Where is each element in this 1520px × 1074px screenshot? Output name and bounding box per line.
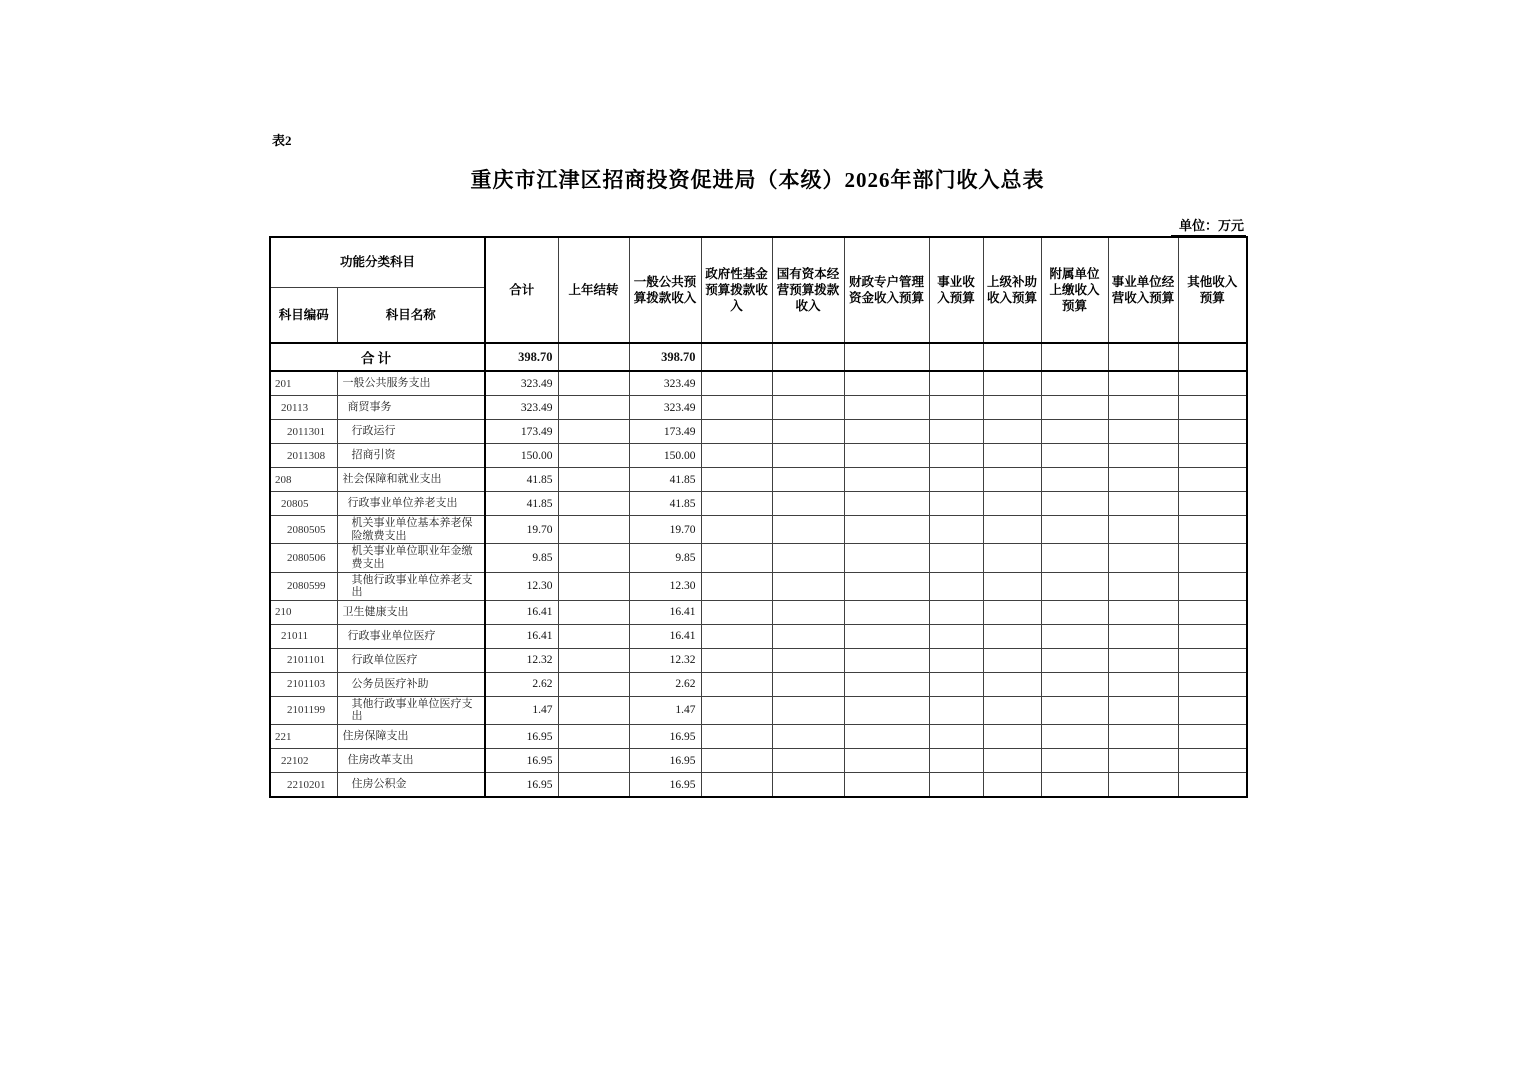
value-cell xyxy=(929,572,983,600)
value-cell xyxy=(701,516,772,544)
value-cell xyxy=(983,544,1041,572)
header-col-carryover: 上年结转 xyxy=(558,237,629,343)
subject-code: 2011301 xyxy=(270,420,337,444)
subject-code: 20805 xyxy=(270,492,337,516)
total-row xyxy=(270,343,1247,371)
value-cell xyxy=(558,396,629,420)
subject-name: 行政单位医疗 xyxy=(337,648,485,672)
value-cell xyxy=(844,749,929,773)
value-cell: 41.85 xyxy=(485,492,558,516)
value-cell xyxy=(1178,468,1247,492)
table-row xyxy=(270,420,1247,444)
value-cell xyxy=(1178,343,1247,371)
value-cell xyxy=(1178,544,1247,572)
value-cell xyxy=(1108,516,1178,544)
subject-name: 行政运行 xyxy=(337,420,485,444)
header-col-general-public-budget: 一般公共预算拨款收入 xyxy=(629,237,701,343)
table-row xyxy=(270,648,1247,672)
value-cell xyxy=(1041,648,1108,672)
value-cell: 173.49 xyxy=(485,420,558,444)
subject-code: 2210201 xyxy=(270,773,337,798)
value-cell xyxy=(701,725,772,749)
value-cell xyxy=(844,572,929,600)
value-cell xyxy=(929,672,983,696)
value-cell xyxy=(558,696,629,724)
value-cell xyxy=(983,420,1041,444)
value-cell xyxy=(1108,773,1178,798)
value-cell: 323.49 xyxy=(485,371,558,396)
value-cell xyxy=(844,516,929,544)
value-cell xyxy=(772,544,844,572)
value-cell xyxy=(1108,371,1178,396)
value-cell xyxy=(772,725,844,749)
value-cell xyxy=(1178,492,1247,516)
value-cell xyxy=(558,648,629,672)
subject-code: 2101199 xyxy=(270,696,337,724)
subject-name: 其他行政事业单位医疗支出 xyxy=(337,696,485,724)
value-cell: 12.32 xyxy=(485,648,558,672)
table-row xyxy=(270,444,1247,468)
value-cell xyxy=(1178,696,1247,724)
value-cell xyxy=(1041,468,1108,492)
table-row xyxy=(270,468,1247,492)
table-row xyxy=(270,516,1247,544)
value-cell xyxy=(701,572,772,600)
value-cell xyxy=(558,544,629,572)
subject-code: 2080599 xyxy=(270,572,337,600)
subject-code: 208 xyxy=(270,468,337,492)
subject-name: 住房公积金 xyxy=(337,773,485,798)
value-cell xyxy=(983,516,1041,544)
value-cell xyxy=(1178,725,1247,749)
value-cell xyxy=(1041,544,1108,572)
value-cell: 323.49 xyxy=(485,396,558,420)
value-cell xyxy=(983,468,1041,492)
value-cell: 16.95 xyxy=(629,725,701,749)
value-cell xyxy=(701,648,772,672)
value-cell: 16.95 xyxy=(629,773,701,798)
value-cell xyxy=(772,749,844,773)
subject-name: 住房改革支出 xyxy=(337,749,485,773)
value-cell xyxy=(983,572,1041,600)
value-cell xyxy=(558,672,629,696)
table-header xyxy=(270,237,1247,343)
value-cell: 41.85 xyxy=(629,468,701,492)
value-cell xyxy=(1041,444,1108,468)
value-cell: 323.49 xyxy=(629,396,701,420)
header-func-category: 功能分类科目 xyxy=(270,237,485,287)
value-cell xyxy=(701,600,772,624)
value-cell xyxy=(558,492,629,516)
value-cell xyxy=(558,516,629,544)
value-cell xyxy=(558,600,629,624)
value-cell xyxy=(929,773,983,798)
value-cell: 173.49 xyxy=(629,420,701,444)
value-cell xyxy=(558,749,629,773)
value-cell xyxy=(1108,648,1178,672)
subject-name: 行政事业单位医疗 xyxy=(337,624,485,648)
value-cell: 150.00 xyxy=(485,444,558,468)
value-cell xyxy=(701,468,772,492)
value-cell xyxy=(772,572,844,600)
value-cell xyxy=(558,624,629,648)
subject-code: 21011 xyxy=(270,624,337,648)
value-cell xyxy=(1041,371,1108,396)
table-row xyxy=(270,749,1247,773)
value-cell: 12.30 xyxy=(629,572,701,600)
value-cell xyxy=(983,773,1041,798)
value-cell xyxy=(929,648,983,672)
value-cell xyxy=(1108,396,1178,420)
subject-code: 22102 xyxy=(270,749,337,773)
header-col-govt-fund-budget: 政府性基金预算拨款收入 xyxy=(701,237,772,343)
value-cell: 1.47 xyxy=(629,696,701,724)
value-cell xyxy=(844,420,929,444)
table-row xyxy=(270,572,1247,600)
value-cell xyxy=(1178,749,1247,773)
header-col-affiliated-remittance: 附属单位上缴收入预算 xyxy=(1041,237,1108,343)
header-col-superior-subsidy: 上级补助收入预算 xyxy=(983,237,1041,343)
table-row xyxy=(270,773,1247,798)
value-cell xyxy=(1041,600,1108,624)
value-cell: 398.70 xyxy=(629,343,701,371)
subject-name: 机关事业单位职业年金缴费支出 xyxy=(337,544,485,572)
value-cell xyxy=(701,343,772,371)
value-cell: 16.95 xyxy=(629,749,701,773)
value-cell xyxy=(1178,444,1247,468)
subject-code: 221 xyxy=(270,725,337,749)
value-cell xyxy=(844,343,929,371)
value-cell xyxy=(1108,600,1178,624)
value-cell xyxy=(1178,371,1247,396)
value-cell xyxy=(558,468,629,492)
value-cell: 41.85 xyxy=(629,492,701,516)
value-cell xyxy=(772,773,844,798)
table-body xyxy=(270,343,1247,797)
value-cell xyxy=(772,696,844,724)
value-cell xyxy=(1041,672,1108,696)
value-cell xyxy=(701,696,772,724)
value-cell: 16.41 xyxy=(629,624,701,648)
value-cell xyxy=(1178,572,1247,600)
value-cell xyxy=(558,773,629,798)
value-cell xyxy=(558,444,629,468)
value-cell: 19.70 xyxy=(629,516,701,544)
value-cell xyxy=(929,600,983,624)
value-cell xyxy=(772,600,844,624)
value-cell xyxy=(558,725,629,749)
value-cell: 1.47 xyxy=(485,696,558,724)
value-cell: 323.49 xyxy=(629,371,701,396)
subject-name: 社会保障和就业支出 xyxy=(337,468,485,492)
value-cell: 2.62 xyxy=(629,672,701,696)
value-cell xyxy=(701,371,772,396)
value-cell xyxy=(772,648,844,672)
value-cell xyxy=(983,624,1041,648)
value-cell: 41.85 xyxy=(485,468,558,492)
value-cell xyxy=(1108,343,1178,371)
subject-name: 其他行政事业单位养老支出 xyxy=(337,572,485,600)
value-cell xyxy=(1041,396,1108,420)
value-cell xyxy=(701,672,772,696)
table-row xyxy=(270,544,1247,572)
value-cell xyxy=(772,468,844,492)
value-cell xyxy=(772,444,844,468)
value-cell xyxy=(983,444,1041,468)
header-subject-name: 科目名称 xyxy=(337,287,485,343)
table-row xyxy=(270,672,1247,696)
subject-name: 公务员医疗补助 xyxy=(337,672,485,696)
value-cell: 16.41 xyxy=(485,600,558,624)
value-cell xyxy=(983,600,1041,624)
value-cell: 16.41 xyxy=(485,624,558,648)
value-cell xyxy=(1178,624,1247,648)
subject-name: 住房保障支出 xyxy=(337,725,485,749)
value-cell: 150.00 xyxy=(629,444,701,468)
table-number-label: 表2 xyxy=(272,133,292,148)
value-cell xyxy=(701,544,772,572)
value-cell xyxy=(844,492,929,516)
value-cell xyxy=(983,371,1041,396)
value-cell: 12.32 xyxy=(629,648,701,672)
header-col-other-income: 其他收入预算 xyxy=(1178,237,1247,343)
value-cell xyxy=(844,396,929,420)
subject-name: 机关事业单位基本养老保险缴费支出 xyxy=(337,516,485,544)
subject-code: 2101103 xyxy=(270,672,337,696)
value-cell xyxy=(929,696,983,724)
table-row xyxy=(270,624,1247,648)
value-cell xyxy=(772,516,844,544)
value-cell xyxy=(772,492,844,516)
value-cell xyxy=(1108,492,1178,516)
value-cell xyxy=(1041,696,1108,724)
page-title: 重庆市江津区招商投资促进局（本级）2026年部门收入总表 xyxy=(470,168,1045,192)
value-cell xyxy=(558,371,629,396)
table-row xyxy=(270,492,1247,516)
value-cell: 12.30 xyxy=(485,572,558,600)
value-cell xyxy=(844,371,929,396)
header-col-business-income: 事业收入预算 xyxy=(929,237,983,343)
header-subject-code: 科目编码 xyxy=(270,287,337,343)
value-cell xyxy=(558,572,629,600)
value-cell xyxy=(929,468,983,492)
value-cell xyxy=(772,420,844,444)
value-cell xyxy=(1178,672,1247,696)
value-cell xyxy=(701,396,772,420)
value-cell xyxy=(844,544,929,572)
value-cell xyxy=(701,492,772,516)
value-cell xyxy=(1108,725,1178,749)
subject-code: 20113 xyxy=(270,396,337,420)
value-cell xyxy=(1178,600,1247,624)
subject-name: 招商引资 xyxy=(337,444,485,468)
value-cell xyxy=(1041,343,1108,371)
header-col-total: 合计 xyxy=(485,237,558,343)
value-cell xyxy=(844,600,929,624)
value-cell: 398.70 xyxy=(485,343,558,371)
value-cell xyxy=(1108,420,1178,444)
value-cell xyxy=(772,343,844,371)
value-cell xyxy=(929,516,983,544)
value-cell xyxy=(1108,444,1178,468)
value-cell xyxy=(701,749,772,773)
value-cell xyxy=(1041,420,1108,444)
unit-label: 单位：万元 xyxy=(1171,215,1246,236)
value-cell xyxy=(1108,696,1178,724)
subject-code: 2101101 xyxy=(270,648,337,672)
value-cell: 16.95 xyxy=(485,725,558,749)
subject-code: 201 xyxy=(270,371,337,396)
value-cell: 2.62 xyxy=(485,672,558,696)
header-col-fiscal-special-account: 财政专户管理资金收入预算 xyxy=(844,237,929,343)
value-cell: 16.95 xyxy=(485,773,558,798)
value-cell xyxy=(844,672,929,696)
table-row xyxy=(270,371,1247,396)
value-cell xyxy=(1178,773,1247,798)
table-row xyxy=(270,600,1247,624)
value-cell xyxy=(844,624,929,648)
value-cell xyxy=(929,544,983,572)
value-cell xyxy=(929,492,983,516)
value-cell xyxy=(929,371,983,396)
value-cell xyxy=(844,696,929,724)
subject-code: 2011308 xyxy=(270,444,337,468)
value-cell xyxy=(772,624,844,648)
table-row xyxy=(270,396,1247,420)
value-cell: 16.41 xyxy=(629,600,701,624)
value-cell xyxy=(1108,572,1178,600)
value-cell xyxy=(1041,572,1108,600)
value-cell xyxy=(983,725,1041,749)
subject-name: 一般公共服务支出 xyxy=(337,371,485,396)
value-cell: 16.95 xyxy=(485,749,558,773)
header-row-top xyxy=(270,237,1247,287)
value-cell xyxy=(983,343,1041,371)
unit-label-wrap xyxy=(269,215,1246,236)
value-cell xyxy=(983,696,1041,724)
value-cell xyxy=(1041,624,1108,648)
value-cell xyxy=(1041,749,1108,773)
value-cell xyxy=(1041,725,1108,749)
value-cell xyxy=(983,672,1041,696)
header-col-business-operation: 事业单位经营收入预算 xyxy=(1108,237,1178,343)
total-row-label: 合计 xyxy=(270,343,485,371)
value-cell xyxy=(701,624,772,648)
value-cell xyxy=(701,444,772,468)
value-cell xyxy=(558,343,629,371)
value-cell xyxy=(1178,648,1247,672)
value-cell: 19.70 xyxy=(485,516,558,544)
value-cell xyxy=(1041,773,1108,798)
subject-name: 行政事业单位养老支出 xyxy=(337,492,485,516)
value-cell xyxy=(929,725,983,749)
value-cell xyxy=(844,773,929,798)
value-cell xyxy=(1178,396,1247,420)
subject-name: 商贸事务 xyxy=(337,396,485,420)
value-cell xyxy=(844,468,929,492)
value-cell xyxy=(844,444,929,468)
value-cell xyxy=(929,624,983,648)
value-cell xyxy=(1108,749,1178,773)
value-cell xyxy=(1178,420,1247,444)
value-cell xyxy=(1108,624,1178,648)
value-cell xyxy=(772,672,844,696)
value-cell xyxy=(929,444,983,468)
value-cell xyxy=(1108,672,1178,696)
value-cell xyxy=(929,396,983,420)
subject-name: 卫生健康支出 xyxy=(337,600,485,624)
value-cell xyxy=(701,773,772,798)
value-cell xyxy=(1178,516,1247,544)
table-row xyxy=(270,696,1247,724)
value-cell xyxy=(844,725,929,749)
value-cell xyxy=(983,749,1041,773)
value-cell xyxy=(844,648,929,672)
value-cell: 9.85 xyxy=(485,544,558,572)
value-cell xyxy=(772,396,844,420)
header-col-state-capital-budget: 国有资本经营预算拨款收入 xyxy=(772,237,844,343)
value-cell xyxy=(929,749,983,773)
value-cell xyxy=(1108,544,1178,572)
value-cell xyxy=(1041,492,1108,516)
value-cell xyxy=(983,648,1041,672)
value-cell xyxy=(772,371,844,396)
value-cell xyxy=(701,420,772,444)
income-summary-table xyxy=(269,236,1248,798)
value-cell xyxy=(983,492,1041,516)
table-row xyxy=(270,725,1247,749)
value-cell xyxy=(558,420,629,444)
value-cell: 9.85 xyxy=(629,544,701,572)
value-cell xyxy=(1108,468,1178,492)
value-cell xyxy=(929,420,983,444)
subject-code: 2080506 xyxy=(270,544,337,572)
subject-code: 210 xyxy=(270,600,337,624)
value-cell xyxy=(929,343,983,371)
value-cell xyxy=(983,396,1041,420)
subject-code: 2080505 xyxy=(270,516,337,544)
value-cell xyxy=(1041,516,1108,544)
